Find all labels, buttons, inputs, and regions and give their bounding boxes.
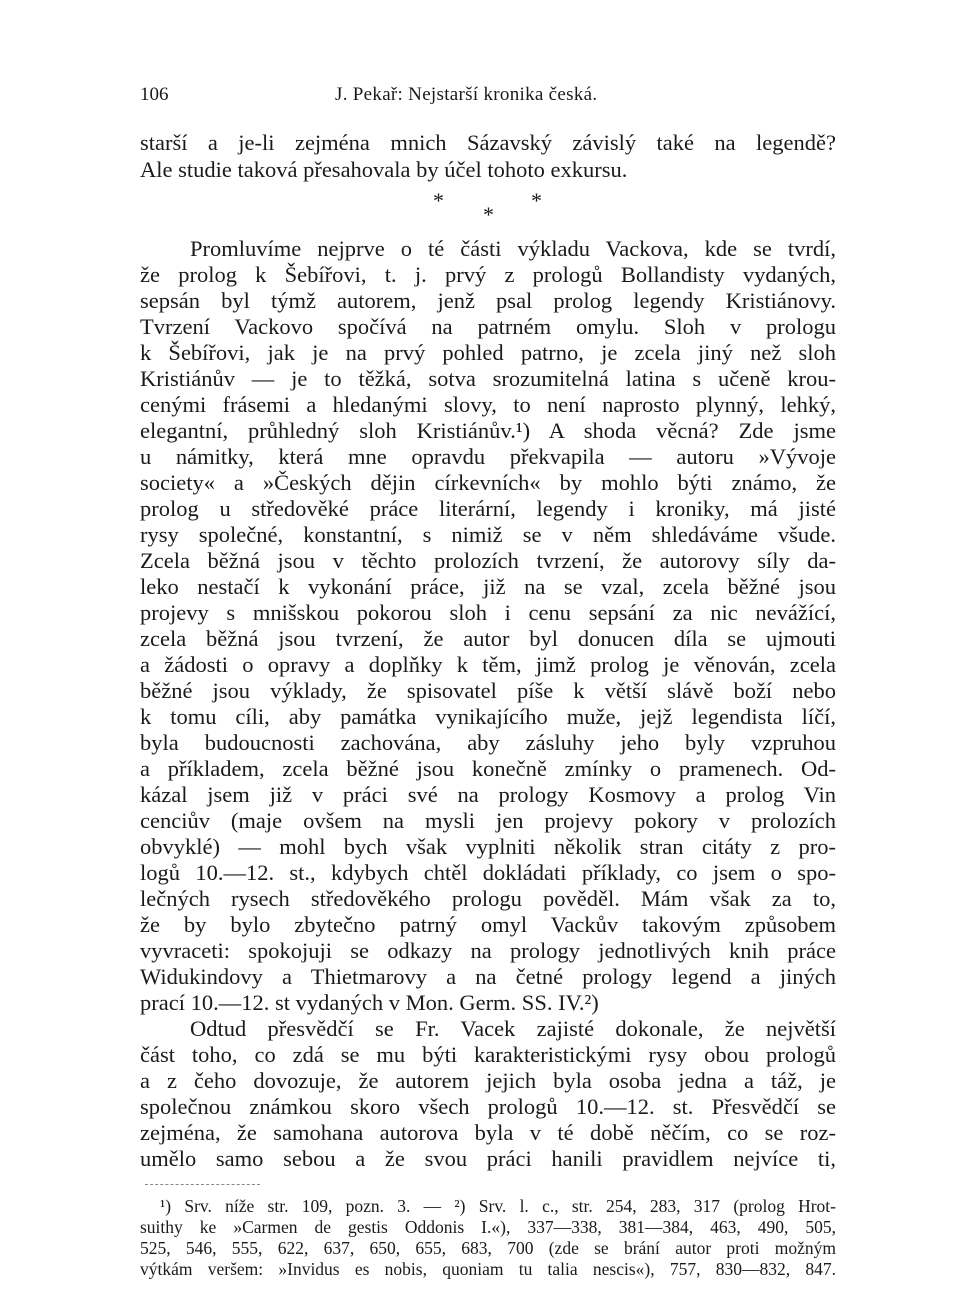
body-line: k tomu cíli, aby památka vynikajícího muže, jejž legendista líčí, bbox=[140, 704, 836, 729]
body-line: Ale studie taková přesahovala by účel tohoto exkursu. bbox=[140, 157, 628, 182]
footnote-line: 525, 546, 555, 622, 637, 650, 655, 683, 700 (zde se brání autor proti možným bbox=[140, 1238, 836, 1258]
body-line: rysy společné, konstantní, s nimiž se v něm shledáváme všude. bbox=[140, 522, 836, 547]
body-line: prolog u středověké práce literární, legendy i kroniky, má jisté bbox=[140, 496, 836, 521]
body-line: Widukindovy a Thietmarovy a na četné prology legend a jiných bbox=[140, 964, 836, 989]
body-line: že prolog k Šebířovi, t. j. prvý z prologů Bollandisty vydaných, bbox=[140, 262, 836, 287]
body-line: Odtud přesvědčí se Fr. Vacek zajisté dokonale, že největší bbox=[190, 1016, 836, 1041]
body-line: logů 10.—12. st., kdybych chtěl dokládati příklady, co jsem o spo- bbox=[140, 860, 836, 885]
body-line: cenými frásemi a hledanými slovy, to není naprosto plynný, lehký, bbox=[140, 392, 836, 417]
body-line: kázal jsem již v práci své na prology Kosmovy a prolog Vin bbox=[140, 782, 836, 807]
footnote-rule bbox=[145, 1184, 260, 1185]
running-head: J. Pekař: Nejstarší kronika česká. bbox=[335, 84, 598, 105]
body-line: starší a je-li zejména mnich Sázavský závislý také na legendě? bbox=[140, 130, 836, 155]
body-line: elegantní, průhledný sloh Kristiánův.¹) A shoda věcná? Zde jsme bbox=[140, 418, 836, 443]
body-line: Tvrzení Vackovo spočívá na patrném omylu. Sloh v prologu bbox=[140, 314, 836, 339]
body-line: u námitky, která mne opravdu překvapila — autoru »Vývoje bbox=[140, 444, 836, 469]
body-line: lečných rysech středověkého prologu pověděl. Mám však za to, bbox=[140, 886, 836, 911]
body-line: část toho, co zdá se mu býti karakteristickými rysy obou prologů bbox=[140, 1042, 836, 1067]
body-line: k Šebířovi, jak je na prvý pohled patrno, je zcela jiný než sloh bbox=[140, 340, 836, 365]
body-line: society« a »Českých dějin církevních« by mohlo býti známo, že bbox=[140, 470, 836, 495]
body-line: leko nestačí k vykonání práce, již na se vzal, zcela běžné jsou bbox=[140, 574, 836, 599]
page-header bbox=[140, 84, 840, 114]
body-line: prací 10.—12. st vydaných v Mon. Germ. SS. IV.²) bbox=[140, 990, 599, 1015]
body-line: společnou známkou skoro všech prologů 10.—12. st. Přesvědčí se bbox=[140, 1094, 836, 1119]
body-line: zejména, že samohana autorova byla v té době něčím, co se roz- bbox=[140, 1120, 836, 1145]
body-line: projevy s mnišskou pokorou sloh i cenu sepsání za nic nevážící, bbox=[140, 600, 836, 625]
body-line: umělo samo sebou a že svou práci hanili pravidlem nejvíce ti, bbox=[140, 1146, 836, 1171]
body-line: byla budoucnosti zachována, aby zásluhy jeho byly vzpruhou bbox=[140, 730, 836, 755]
footnote-line: výtkám veršem: »Invidus es nobis, quoniam tu talia nescis«), 757, 830—832, 847. bbox=[140, 1259, 836, 1279]
separator-star: * bbox=[483, 202, 494, 227]
body-line: Kristiánův — je to těžká, sotva srozumitelná latina s učeně krou- bbox=[140, 366, 836, 391]
body-line: a příkladem, zcela běžné jsou konečně zmínky o pramenech. Od- bbox=[140, 756, 836, 781]
page-number: 106 bbox=[140, 84, 169, 105]
body-line: a z čeho dovozuje, že autorem jejich byla osoba jedna a táž, je bbox=[140, 1068, 836, 1093]
body-line: obvyklé) — mohl bych však vyplniti několik stran citáty z pro- bbox=[140, 834, 836, 859]
body-line: sepsán byl týmž autorem, jenž psal prolog legendy Kristiánovy. bbox=[140, 288, 836, 313]
separator-star: * bbox=[531, 188, 542, 213]
body-line: vyvraceti: spokojuji se odkazy na prology jednotlivých knih práce bbox=[140, 938, 836, 963]
body-line: cenciův (maje ovšem na mysli jen projevy pokory v prolozích bbox=[140, 808, 836, 833]
footnote-line: suithy ke »Carmen de gestis Oddonis I.«), 337—338, 381—384, 463, 490, 505, bbox=[140, 1217, 836, 1237]
separator-star: * bbox=[433, 188, 444, 213]
body-line: Zcela běžná jsou v těchto prolozích tvrzení, že autorovy síly da- bbox=[140, 548, 836, 573]
body-line: zcela běžná jsou tvrzení, že autor byl donucen díla se ujmouti bbox=[140, 626, 836, 651]
footnote-line: ¹) Srv. níže str. 109, pozn. 3. — ²) Srv. l. c., str. 254, 283, 317 (prolog Hrot- bbox=[160, 1196, 836, 1216]
body-line: Promluvíme nejprve o té části výkladu Vackova, kde se tvrdí, bbox=[190, 236, 836, 261]
body-line: a žádosti o opravy a doplňky k těm, jimž prolog je věnován, zcela bbox=[140, 652, 836, 677]
body-line: běžné jsou výklady, že spisovatel píše k větší slávě boží nebo bbox=[140, 678, 836, 703]
body-line: že by bylo zbytečno patrný omyl Vackův takovým způsobem bbox=[140, 912, 836, 937]
